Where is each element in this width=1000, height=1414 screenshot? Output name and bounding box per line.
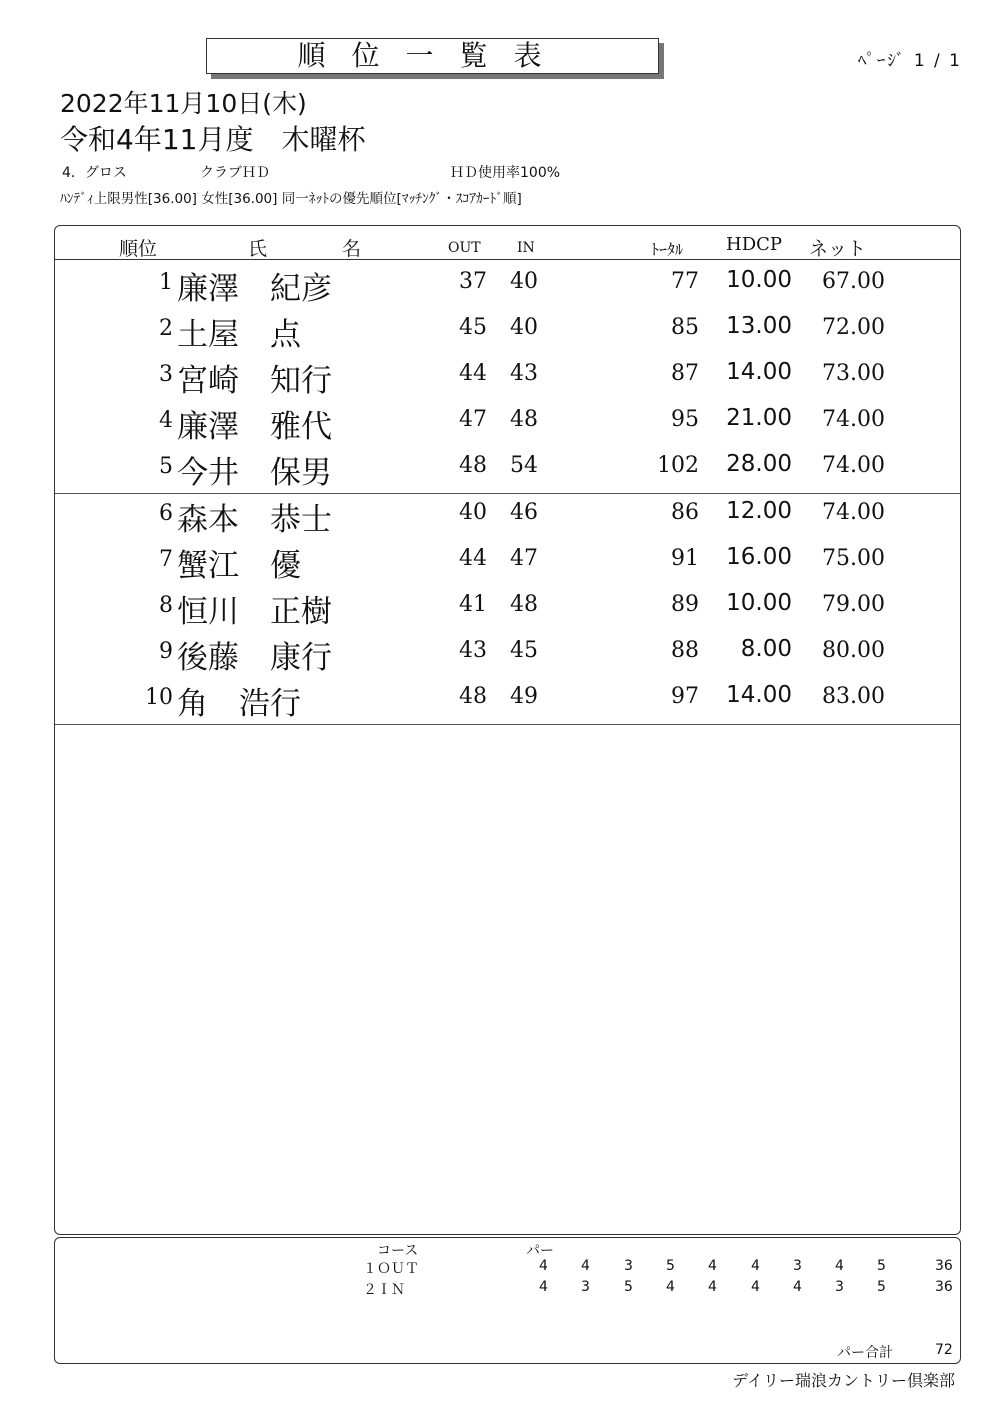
- hdcp-cell: 28.00: [726, 451, 792, 477]
- hdcp-cell: 14.00: [726, 359, 792, 385]
- event-date: 2022年11月10日(木): [60, 89, 307, 118]
- in-cell: 46: [510, 500, 538, 525]
- par-row-total: 36: [935, 1258, 953, 1274]
- table-row: [55, 674, 960, 720]
- hdcp-cell: 10.00: [726, 590, 792, 616]
- par-cell: 4: [666, 1279, 675, 1295]
- name-cell: 今井 保男: [177, 455, 332, 491]
- table-row: [55, 536, 960, 582]
- total-cell: 91: [671, 546, 699, 571]
- par-row-total: 36: [935, 1279, 953, 1295]
- par-cell: 3: [624, 1258, 633, 1274]
- page-number: 1 / 1: [913, 51, 962, 71]
- net-cell: 80.00: [822, 638, 885, 663]
- total-cell: 87: [671, 361, 699, 386]
- name-cell: 後藤 康行: [177, 640, 332, 676]
- rank-cell: 7: [159, 547, 173, 572]
- par-cell: 4: [708, 1279, 717, 1295]
- out-cell: 43: [459, 638, 487, 663]
- name-cell: 蟹江 優: [177, 548, 301, 584]
- par-cell: 4: [708, 1258, 717, 1274]
- hdcp-cell: 16.00: [726, 544, 792, 570]
- header-rank: 順位: [119, 238, 158, 260]
- in-cell: 48: [510, 407, 538, 432]
- total-cell: 85: [671, 315, 699, 340]
- score-mode: 4．グロス: [62, 165, 127, 181]
- name-cell: 土屋 点: [177, 317, 301, 353]
- settings-line-2: ﾊﾝﾃﾞｨ上限男性[36.00] 女性[36.00] 同一ﾈｯﾄの優先順位[ﾏｯﾁﾝｸﾞ・ｽｺｱｶｰﾄﾞ順]: [60, 191, 522, 207]
- settings-line-1: [62, 162, 662, 182]
- par-cell: 5: [877, 1258, 886, 1274]
- par-cell: 4: [835, 1258, 844, 1274]
- in-cell: 49: [510, 684, 538, 709]
- header-out: OUT: [448, 240, 481, 256]
- page-indicator: [858, 46, 962, 71]
- table-row: [55, 259, 960, 305]
- in-cell: 54: [510, 453, 538, 478]
- table-row: [55, 582, 960, 628]
- total-cell: 77: [671, 269, 699, 294]
- name-cell: 森本 恭士: [177, 502, 332, 538]
- hdcp-cell: 14.00: [726, 682, 792, 708]
- out-cell: 44: [459, 546, 487, 571]
- results-table: [54, 225, 961, 1235]
- net-cell: 83.00: [822, 684, 885, 709]
- out-cell: 41: [459, 592, 487, 617]
- out-cell: 48: [459, 453, 487, 478]
- table-row: [55, 397, 960, 443]
- net-cell: 73.00: [822, 361, 885, 386]
- par-total-label: パー合計: [837, 1345, 893, 1361]
- course-label: コース: [377, 1243, 419, 1259]
- header-in: IN: [517, 240, 535, 256]
- in-cell: 47: [510, 546, 538, 571]
- rank-cell: 4: [159, 408, 173, 433]
- par-label: パー: [526, 1243, 554, 1259]
- out-cell: 40: [459, 500, 487, 525]
- out-cell: 37: [459, 269, 487, 294]
- name-cell: 角 浩行: [177, 686, 301, 722]
- name-cell: 宮崎 知行: [177, 363, 332, 399]
- hdcp-cell: 13.00: [726, 313, 792, 339]
- handicap-type: クラブＨＤ: [200, 165, 270, 181]
- par-cell: 4: [751, 1279, 760, 1295]
- table-row: [55, 490, 960, 536]
- total-cell: 95: [671, 407, 699, 432]
- net-cell: 74.00: [822, 453, 885, 478]
- in-cell: 40: [510, 315, 538, 340]
- rank-cell: 10: [145, 685, 173, 710]
- rank-cell: 3: [159, 362, 173, 387]
- par-cell: 5: [624, 1279, 633, 1295]
- total-cell: 89: [671, 592, 699, 617]
- par-cell: 5: [877, 1279, 886, 1295]
- table-end-divider: [55, 724, 960, 725]
- par-cell: 4: [751, 1258, 760, 1274]
- header-hdcp: HDCP: [726, 234, 783, 255]
- club-name: デイリー瑞浪カントリー倶楽部: [732, 1371, 955, 1390]
- name-cell: 廉澤 紀彦: [177, 271, 332, 307]
- hdcp-cell: 12.00: [726, 498, 792, 524]
- name-cell: 廉澤 雅代: [177, 409, 332, 445]
- hdcp-cell: 8.00: [740, 636, 792, 662]
- par-cell: 5: [666, 1258, 675, 1274]
- total-cell: 102: [657, 453, 699, 478]
- out-cell: 44: [459, 361, 487, 386]
- rank-cell: 8: [159, 593, 173, 618]
- header-name-2: 名: [342, 238, 362, 260]
- hdcp-cell: 10.00: [726, 267, 792, 293]
- par-cell: 4: [793, 1279, 802, 1295]
- name-cell: 恒川 正樹: [177, 594, 332, 630]
- net-cell: 74.00: [822, 500, 885, 525]
- table-row: [55, 351, 960, 397]
- course-par-box: [54, 1237, 961, 1364]
- header-net: ネット: [809, 238, 867, 260]
- event-name: 令和4年11月度 木曜杯: [60, 123, 366, 156]
- page-label: ﾍﾟｰｼﾞ: [857, 51, 907, 71]
- page-title: 順位一覧表: [206, 38, 659, 74]
- in-cell: 40: [510, 269, 538, 294]
- out-cell: 48: [459, 684, 487, 709]
- in-cell: 48: [510, 592, 538, 617]
- in-cell: 43: [510, 361, 538, 386]
- table-row: [55, 305, 960, 351]
- par-cell: 3: [793, 1258, 802, 1274]
- rank-cell: 6: [159, 501, 173, 526]
- net-cell: 79.00: [822, 592, 885, 617]
- out-cell: 47: [459, 407, 487, 432]
- total-cell: 86: [671, 500, 699, 525]
- rank-cell: 2: [159, 316, 173, 341]
- total-cell: 88: [671, 638, 699, 663]
- course-row-name: １ＯＵＴ: [363, 1261, 419, 1277]
- header-name-1: 氏: [248, 238, 268, 260]
- handicap-rate: ＨＤ使用率100%: [450, 165, 561, 181]
- total-cell: 97: [671, 684, 699, 709]
- in-cell: 45: [510, 638, 538, 663]
- par-total-value: 72: [935, 1342, 953, 1358]
- rank-cell: 1: [159, 270, 173, 295]
- par-cell: 3: [581, 1279, 590, 1295]
- net-cell: 67.00: [822, 269, 885, 294]
- rank-cell: 9: [159, 639, 173, 664]
- table-row: [55, 443, 960, 489]
- out-cell: 45: [459, 315, 487, 340]
- header-total: ﾄｰﾀﾙ: [651, 240, 684, 259]
- net-cell: 75.00: [822, 546, 885, 571]
- par-cell: 4: [539, 1279, 548, 1295]
- net-cell: 74.00: [822, 407, 885, 432]
- par-cell: 3: [835, 1279, 844, 1295]
- table-row: [55, 628, 960, 674]
- par-cell: 4: [539, 1258, 548, 1274]
- course-row-name: ２ＩＮ: [363, 1282, 405, 1298]
- hdcp-cell: 21.00: [726, 405, 792, 431]
- rank-cell: 5: [159, 454, 173, 479]
- net-cell: 72.00: [822, 315, 885, 340]
- par-cell: 4: [581, 1258, 590, 1274]
